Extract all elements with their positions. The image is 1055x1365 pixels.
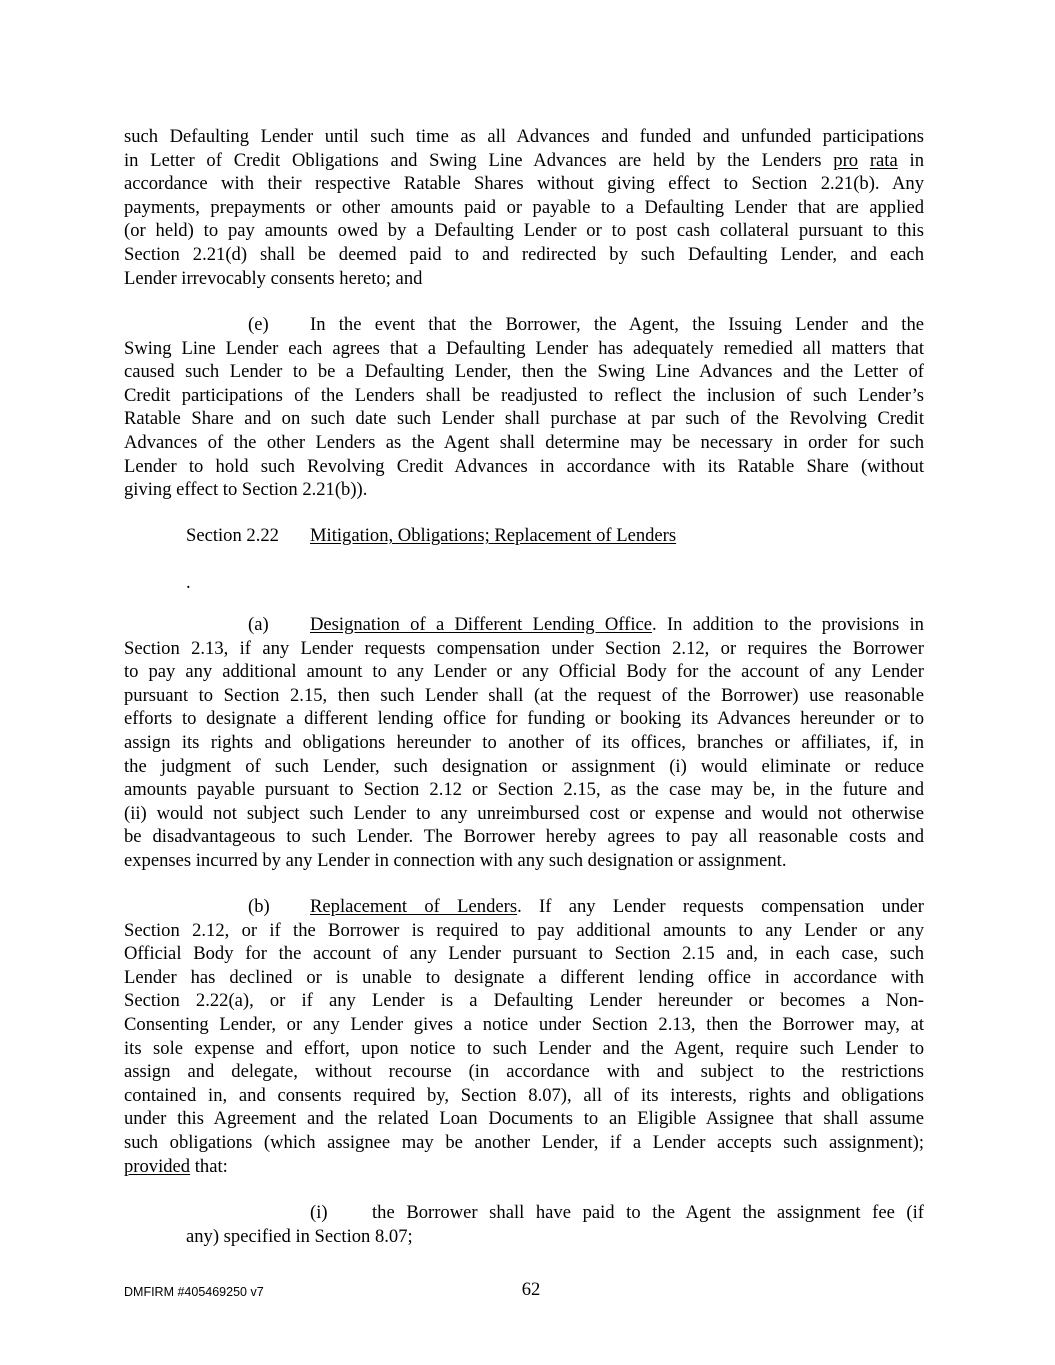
paragraph-line: contained in, and consents required by, Section 8.07), all of its interests, rights and obligations <box>124 1084 924 1106</box>
paragraph-line: expenses incurred by any Lender in connection with any such designation or assignment. <box>124 849 787 871</box>
paragraph-line: Ratable Share and on such date such Lender shall purchase at par such of the Revolving Credit <box>124 408 924 430</box>
clause-marker: (a) <box>248 614 269 635</box>
paragraph-e <box>124 313 924 502</box>
rata-underlined: rata <box>869 149 898 171</box>
clause-i <box>186 1201 924 1248</box>
paragraph-line: Section 2.21(d) shall be deemed paid to and redirected by such Defaulting Lender, and each <box>124 243 924 265</box>
pro-underlined: pro <box>833 149 859 171</box>
paragraph-line: (i) the Borrower shall have paid to the Agent the assignment fee (if <box>310 1202 924 1223</box>
paragraph-line: giving effect to Section 2.21(b)). <box>124 479 368 501</box>
clause-marker: (i) <box>310 1202 328 1223</box>
paragraph-line: (a) Designation of a Different Lending Office. In addition to the provisions in <box>248 614 924 635</box>
paragraph-line: such obligations (which assignee may be another Lender, if a Lender accepts such assignment); <box>124 1131 924 1153</box>
paragraph-line: Official Body for the account of any Lender pursuant to Section 2.15 and, in each case, such <box>124 943 924 965</box>
paragraph-line: (ii) would not subject such Lender to any unreimbursed cost or expense and would not otherwise <box>124 802 924 824</box>
paragraph-line: such Defaulting Lender until such time as all Advances and funded and unfunded participations <box>124 126 924 147</box>
paragraph-line: Lender to hold such Revolving Credit Advances in accordance with its Ratable Share (without <box>124 455 924 477</box>
paragraph-line: (or held) to pay amounts owed by a Defaulting Lender or to post cash collateral pursuant to this <box>124 220 924 242</box>
paragraph-a <box>124 613 924 873</box>
paragraph-heading: Designation of a Different Lending Office <box>310 614 652 635</box>
paragraph-line: Lender irrevocably consents hereto; and <box>124 267 423 289</box>
stray-period: . <box>186 572 191 593</box>
paragraph-line: Credit participations of the Lenders shall be readjusted to reflect the inclusion of such Lender’s <box>124 384 924 406</box>
section-title: Mitigation, Obligations; Replacement of Lenders <box>310 525 677 546</box>
paragraph-line: efforts to designate a different lending office for funding or booking its Advances hereunder or to <box>124 708 924 730</box>
paragraph-line: Section 2.13, if any Lender requests compensation under Section 2.12, or requires the Borrower <box>124 637 924 659</box>
paragraph-line: the judgment of such Lender, such designation or assignment (i) would eliminate or reduce <box>124 755 924 777</box>
paragraph-line: (e) In the event that the Borrower, the Agent, the Issuing Lender and the <box>248 314 924 335</box>
paragraph-line: caused such Lender to be a Defaulting Lender, then the Swing Line Advances and the Letter of <box>124 361 924 383</box>
clause-marker: (e) <box>248 314 269 335</box>
clause-marker: (b) <box>248 896 270 917</box>
paragraph-line: payments, prepayments or other amounts paid or payable to a Defaulting Lender that are applied <box>124 196 924 218</box>
paragraph-line: Advances of the other Lenders as the Agent shall determine may be necessary in order for such <box>124 431 924 453</box>
section-heading <box>186 524 886 548</box>
paragraph-line: Consenting Lender, or any Lender gives a notice under Section 2.13, then the Borrower may, at <box>124 1013 924 1035</box>
paragraph-line: amounts payable pursuant to Section 2.12 or Section 2.15, as the case may be, in the future and <box>124 779 924 801</box>
paragraph-b <box>124 895 924 1178</box>
paragraph-line: to pay any additional amount to any Lender or any Official Body for the account of any Lender <box>124 661 924 683</box>
paragraph-heading: Replacement of Lenders <box>310 896 518 917</box>
paragraph-line: (b) Replacement of Lenders. If any Lender requests compensation under <box>248 896 924 917</box>
provided-underlined: provided <box>124 1155 191 1177</box>
paragraph-line: pursuant to Section 2.15, then such Lender shall (at the request of the Borrower) use reasonable <box>124 684 924 706</box>
paragraph-line: its sole expense and effort, upon notice to such Lender and the Agent, require such Lender to <box>124 1037 924 1059</box>
paragraph-line: Swing Line Lender each agrees that a Defaulting Lender has adequately remedied all matters that <box>124 337 924 359</box>
document-id: DMFIRM #405469250 v7 <box>124 1285 264 1299</box>
paragraph-line: under this Agreement and the related Loan Documents to an Eligible Assignee that shall assume <box>124 1108 924 1130</box>
paragraph-line: Section 2.22(a), or if any Lender is a Defaulting Lender hereunder or becomes a Non- <box>124 990 924 1012</box>
paragraph-line: in Letter of Credit Obligations and Swing Line Advances are held by the Lenders pro rata in <box>124 149 924 171</box>
paragraph-line: accordance with their respective Ratable Shares without giving effect to Section 2.21(b). Any <box>124 173 924 195</box>
paragraph-line: Lender has declined or is unable to designate a different lending office in accordance with <box>124 966 924 988</box>
section-number: Section 2.22 <box>186 525 279 546</box>
paragraph-line: any) specified in Section 8.07; <box>186 1225 413 1247</box>
paragraph-line: assign and delegate, without recourse (in accordance with and subject to the restrictions <box>124 1061 924 1083</box>
paragraph-line: be disadvantageous to such Lender. The Borrower hereby agrees to pay all reasonable costs and <box>124 826 924 848</box>
paragraph-d-continued <box>124 125 924 290</box>
paragraph-line: Section 2.12, or if the Borrower is required to pay additional amounts to any Lender or any <box>124 919 924 941</box>
paragraph-line: assign its rights and obligations hereunder to another of its offices, branches or affiliates, if, in <box>124 731 924 753</box>
page-number: 62 <box>521 1279 541 1300</box>
paragraph-line: provided that: <box>124 1155 228 1177</box>
